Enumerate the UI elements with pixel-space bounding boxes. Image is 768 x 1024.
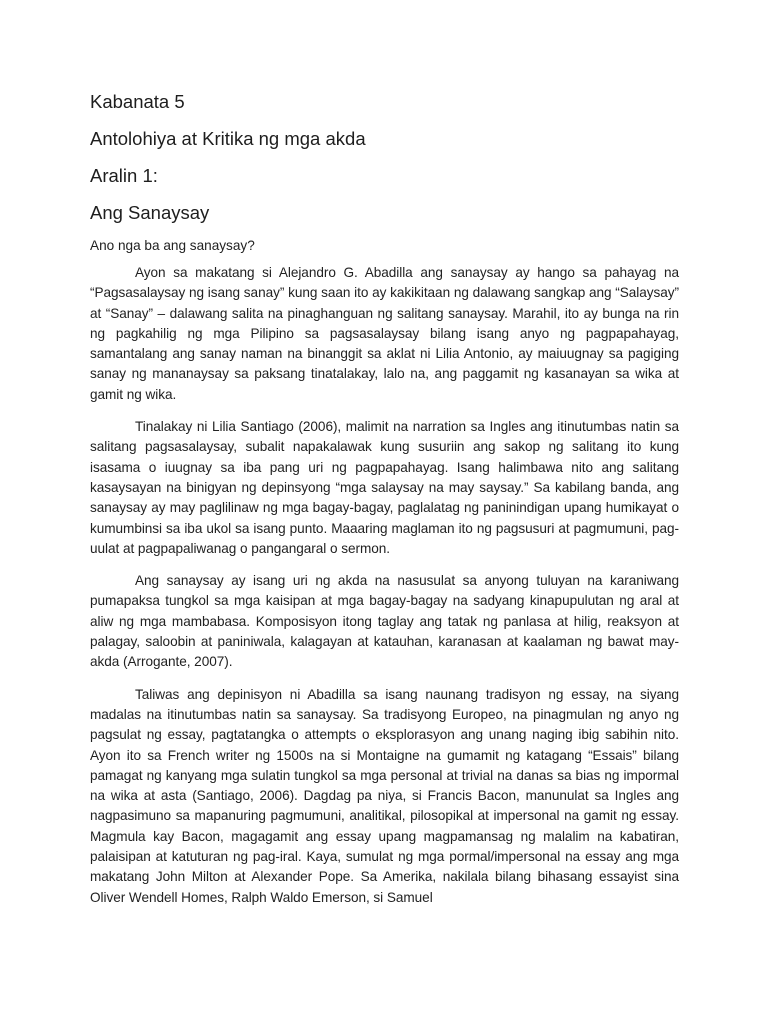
document-page (90, 88, 679, 920)
body-paragraph: Ayon sa makatang si Alejandro G. Abadilla ang sanaysay ay hango sa pahayag na “Pagsasalaysay ng isang sanay” kung saan ito ay kakikitaan ng dalawang sangkap ang “Salaysay” at “Sanay” – dalawang salita na pinaghanguan ng salitang sanaysay. Marahil, ito ay bunga na rin ng pagkahilig ng mga Pilipino sa pagsasalaysay bilang isang anyo ng pagpapahayag, samantalang ang sanay naman na binanggit sa aklat ni Lilia Antonio, ay maiuugnay sa pagiging sanay ng mananaysay sa paksang tinatalakay, lalo na, ang paggamit ng kasanayan sa wika at gamit ng wika. (90, 265, 679, 402)
body-paragraph: Ang sanaysay ay isang uri ng akda na nasusulat sa anyong tuluyan na karaniwang pumapaksa tungkol sa mga kaisipan at mga bagay-bagay na sadyang kinapupulutan ng aral at aliw ng mga mambabasa. Komposisyon itong taglay ang tatak ng panlasa at hilig, reaksyon at palagay, saloobin at paniniwala, kalagayan at katauhan, karanasan at kaalaman ng bawat may-akda (Arrogante, 2007). (90, 573, 679, 670)
topic-heading: Ang Sanaysay (90, 202, 210, 223)
chapter-title: Antolohiya at Kritika ng mga akda (90, 128, 366, 149)
chapter-heading: Kabanata 5 (90, 91, 185, 112)
intro-question: Ano nga ba ang sanaysay? (90, 238, 255, 253)
body-paragraph: Tinalakay ni Lilia Santiago (2006), malimit na narration sa Ingles ang itinutumbas natin sa salitang pagsasalaysay, subalit napakalawak kung susuriin ang sakop ng salitang ito kung isasama o iuugnay sa iba pang uri ng pagpapahayag. Isang halimbawa nito ang salitang kasaysayan na binigyan ng depinsyong “mga salaysay na may saysay.” Sa kabilang banda, ang sanaysay ay may paglilinaw ng mga bagay-bagay, paglalatag ng paninindigan upang humikayat o kumumbinsi sa iba ukol sa isang punto. Maaaring maglaman ito ng pagsusuri at pagmumuni, pag-uulat at pagpapaliwanag o pangangaral o sermon. (90, 419, 679, 556)
lesson-heading: Aralin 1: (90, 165, 158, 186)
body-paragraph: Taliwas ang depinisyon ni Abadilla sa isang naunang tradisyon ng essay, na siyang madalas na itinutumbas natin sa sanaysay. Sa tradisyong Europeo, na pinagmulan ng anyo ng pagsulat ng essay, pagtatangka o attempts o eksplorasyon ang unang naging ibig sabihin nito. Ayon ito sa French writer ng 1500s na si Montaigne na gumamit ng katagang “Essais” bilang pamagat ng kanyang mga sulatin tungkol sa mga personal at trivial na danas sa bias ng impormal na wika at asta (Santiago, 2006). Dagdag pa niya, si Francis Bacon, manunulat sa Ingles ang nagpasimuno sa mapanuring pagmumuni, analitikal, pilosopikal at impersonal na gamit ng essay. Magmula kay Bacon, magagamit ang essay upang magpamansag ng malalim na kabatiran, palaisipan at katuturan ng pag-iral. Kaya, sumulat ng mga pormal/impersonal na essay ang mga makatang John Milton at Alexander Pope. Sa Amerika, nakilala bilang bihasang essayist sina Oliver Wendell Homes, Ralph Waldo Emerson, si Samuel (90, 686, 679, 905)
